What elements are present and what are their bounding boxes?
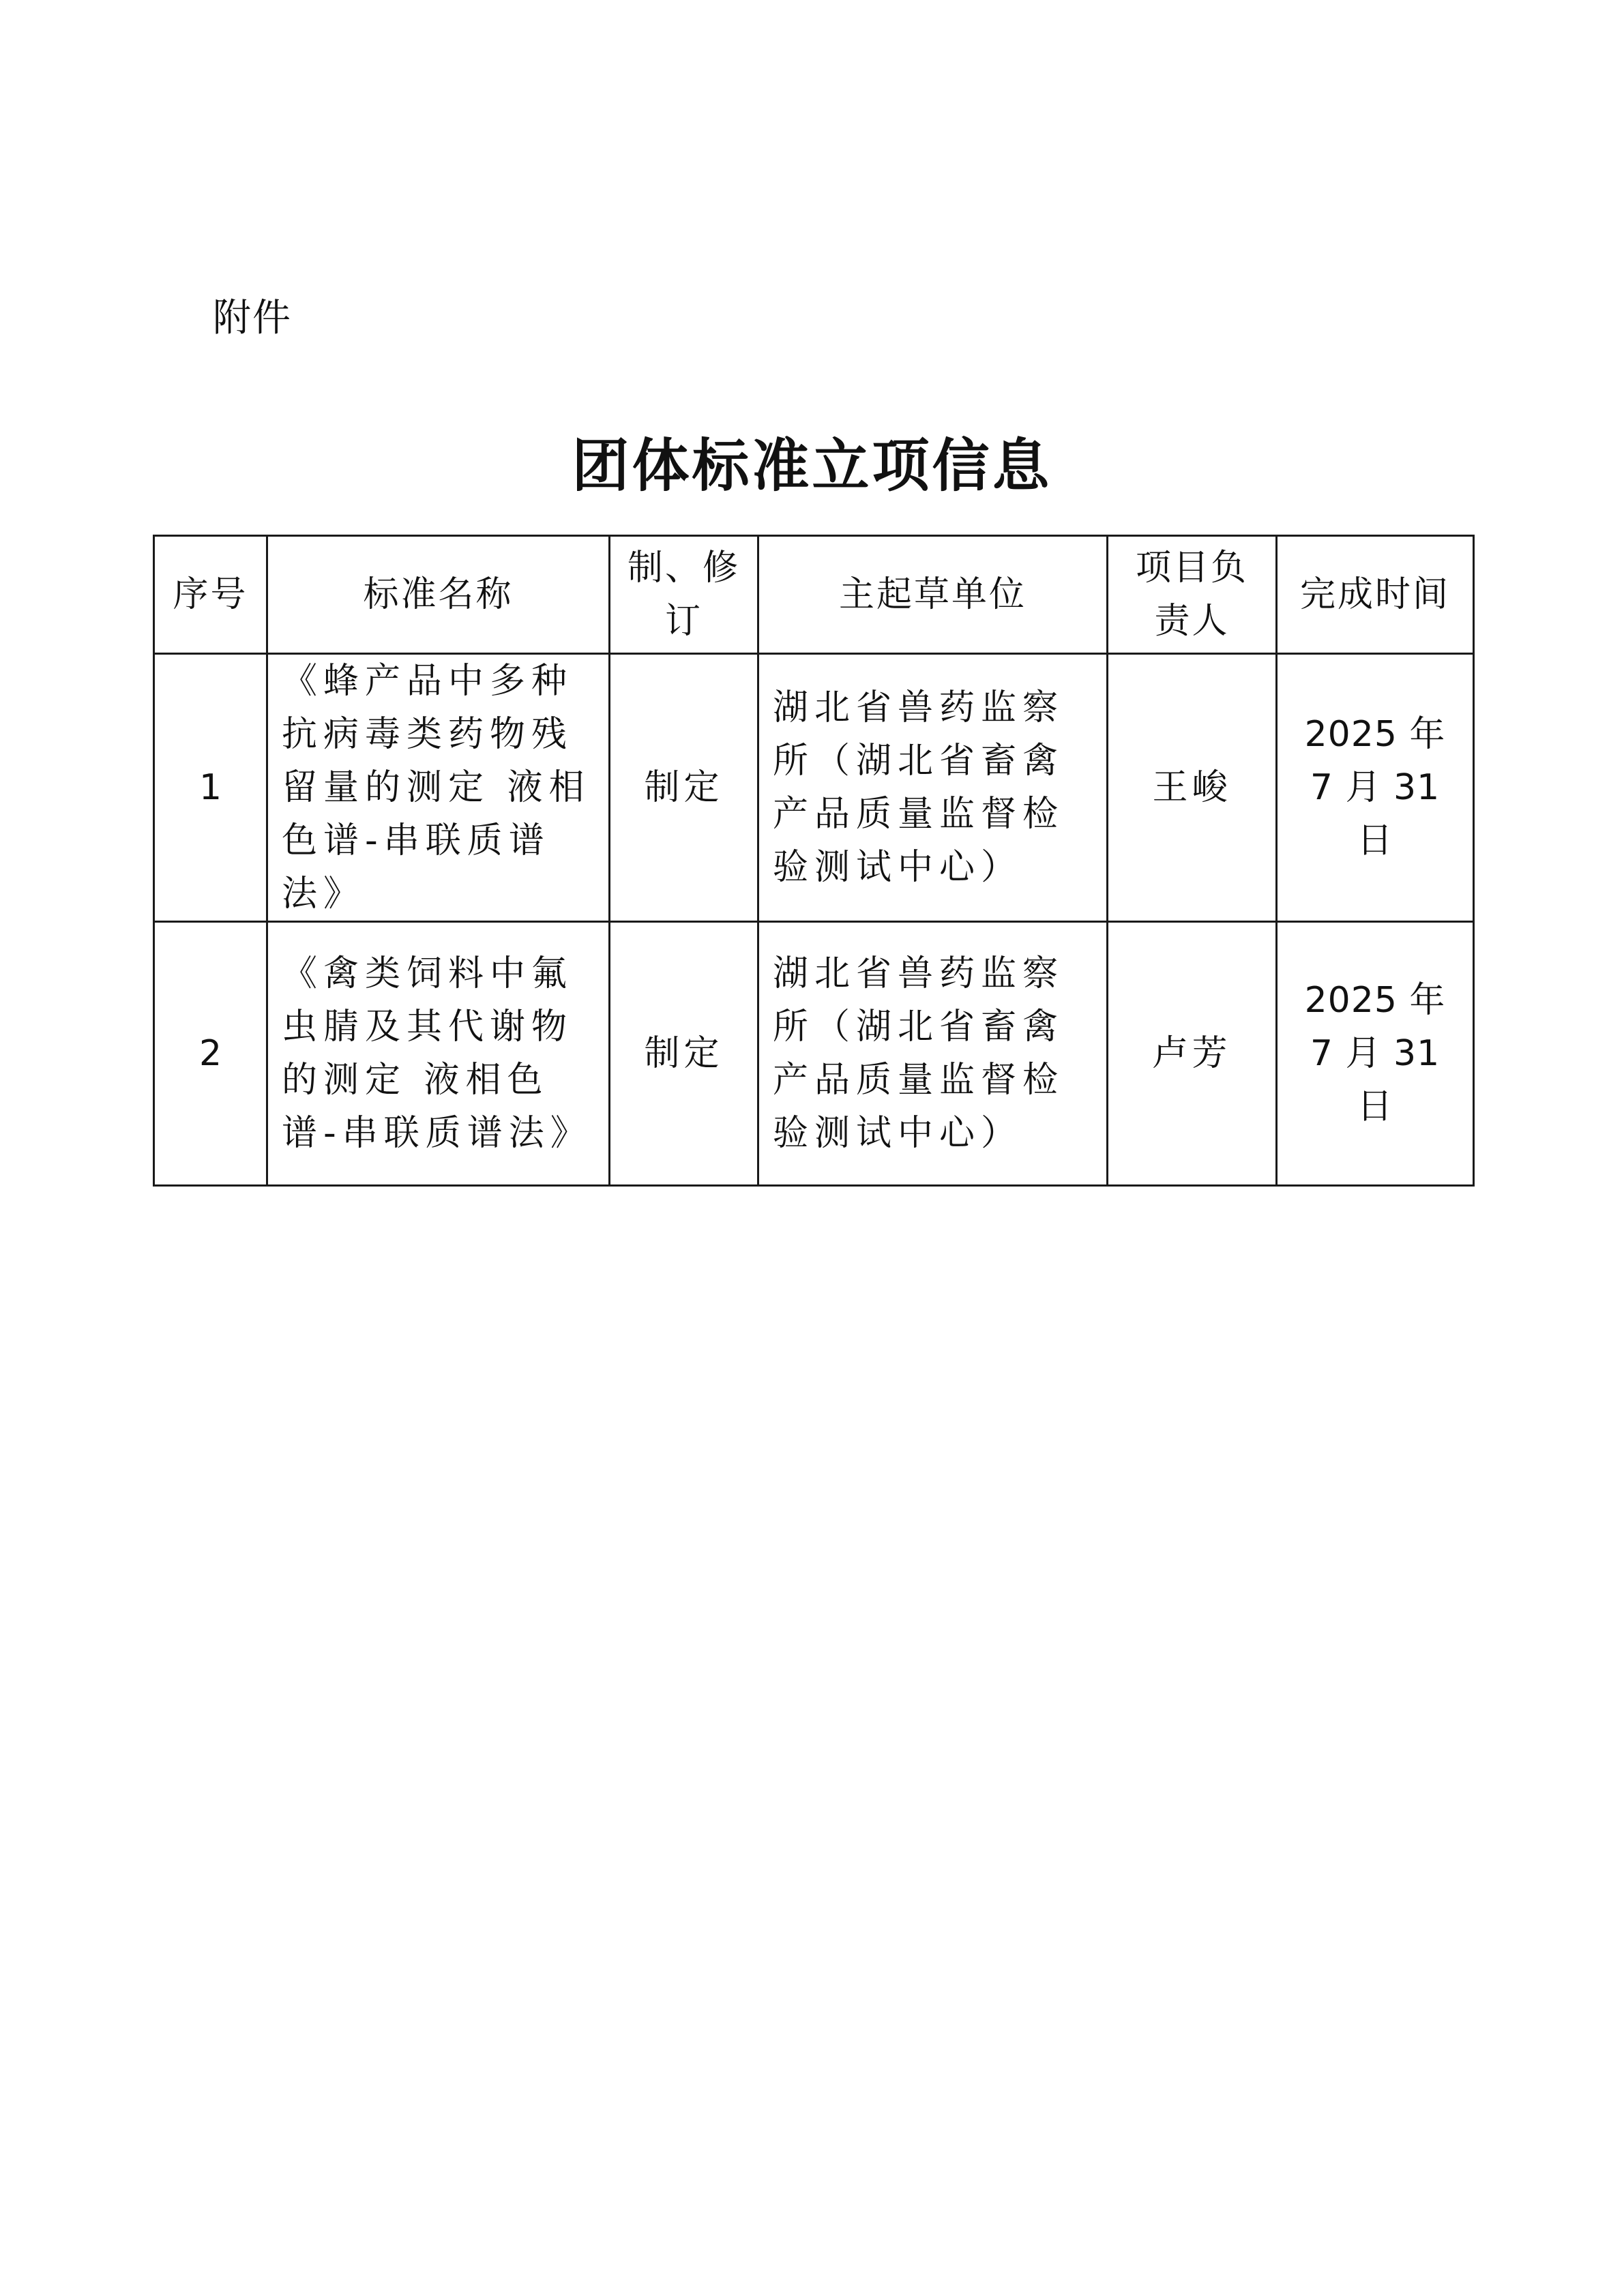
cell-deadline: 2025 年 7 月 31 日 — [1277, 654, 1474, 922]
cell-owner: 卢芳 — [1108, 922, 1277, 1186]
table-row — [154, 922, 1474, 1186]
header-owner: 项目负责人 — [1108, 536, 1277, 654]
standards-table — [153, 535, 1475, 1187]
page-title: 团体标准立项信息 — [572, 432, 1052, 499]
cell-standard-name: 《蜂产品中多种抗病毒类药物残留量的测定 液相色谱-串联质谱法》 — [267, 654, 610, 922]
cell-owner: 王峻 — [1108, 654, 1277, 922]
header-deadline: 完成时间 — [1277, 536, 1474, 654]
cell-index: 2 — [154, 922, 267, 1186]
cell-type: 制定 — [610, 922, 758, 1186]
cell-deadline: 2025 年 7 月 31 日 — [1277, 922, 1474, 1186]
header-type: 制、修订 — [610, 536, 758, 654]
table-row — [154, 654, 1474, 922]
cell-drafting-unit: 湖北省兽药监察所（湖北省畜禽产品质量监督检验测试中心） — [758, 922, 1108, 1186]
cell-standard-name: 《禽类饲料中氟虫腈及其代谢物的测定 液相色谱-串联质谱法》 — [267, 922, 610, 1186]
header-index: 序号 — [154, 536, 267, 654]
table-header-row — [154, 536, 1474, 654]
cell-index: 1 — [154, 654, 267, 922]
cell-drafting-unit: 湖北省兽药监察所（湖北省畜禽产品质量监督检验测试中心） — [758, 654, 1108, 922]
attachment-label: 附件 — [213, 296, 292, 340]
header-unit: 主起草单位 — [758, 536, 1108, 654]
cell-type: 制定 — [610, 654, 758, 922]
header-name: 标准名称 — [267, 536, 610, 654]
